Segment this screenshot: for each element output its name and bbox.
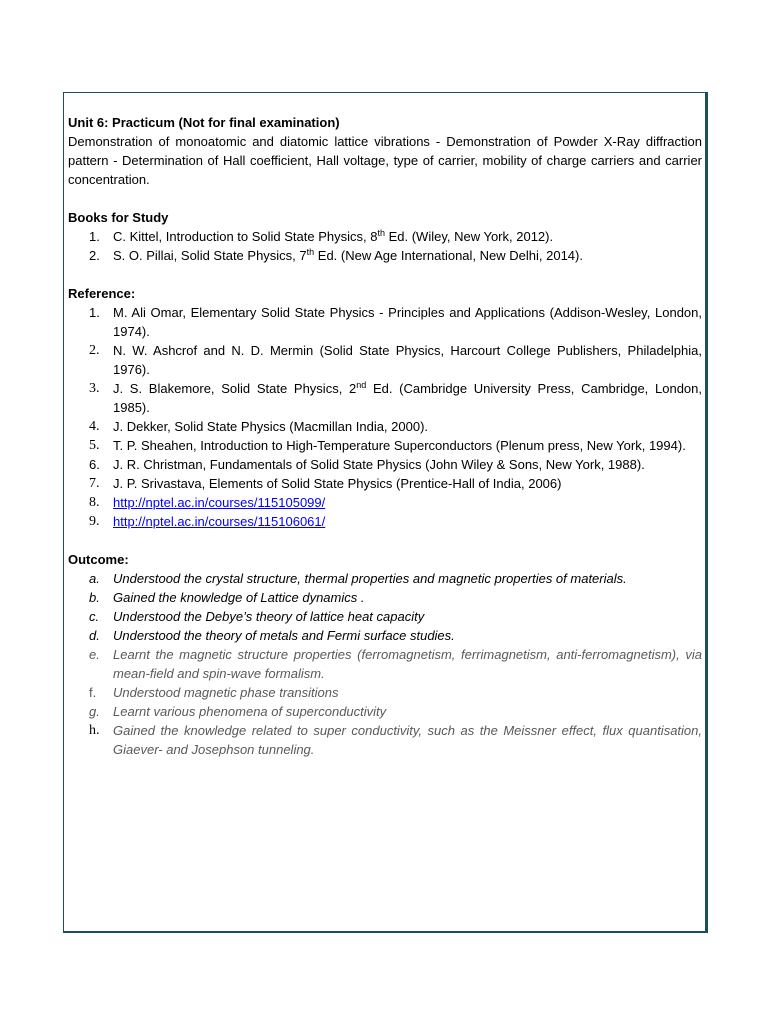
outcome-item bbox=[68, 683, 702, 702]
outcome-item bbox=[68, 702, 702, 721]
outcome-text: Learnt various phenomena of superconductivity bbox=[113, 704, 387, 719]
spacer bbox=[68, 189, 702, 208]
list-number: 2. bbox=[89, 343, 100, 358]
list-letter: b. bbox=[89, 590, 100, 605]
nptel-link[interactable]: http://nptel.ac.in/courses/115105099/ bbox=[113, 495, 326, 510]
book-text: S. O. Pillai, Solid State Physics, 7th Ed. (New Age International, New Delhi, 2014). bbox=[113, 247, 583, 263]
reference-item bbox=[68, 303, 702, 341]
list-number: 1. bbox=[89, 305, 100, 320]
outcome-heading: Outcome: bbox=[68, 552, 129, 567]
list-letter: e. bbox=[89, 647, 100, 662]
outcome-text: Understood the Debye’s theory of lattice heat capacity bbox=[113, 609, 425, 624]
syllabus-content bbox=[68, 113, 702, 759]
outcome-item bbox=[68, 588, 702, 607]
outcome-text: Understood the theory of metals and Fermi surface studies. bbox=[113, 628, 455, 643]
reference-text: M. Ali Omar, Elementary Solid State Physics - Principles and Applications (Addison-Wesley, London, 1974). bbox=[113, 305, 702, 339]
outcome-item bbox=[68, 721, 702, 759]
list-letter: a. bbox=[89, 571, 100, 586]
book-item bbox=[68, 246, 702, 265]
outcome-text: Gained the knowledge of Lattice dynamics . bbox=[113, 590, 365, 605]
list-number: 5. bbox=[89, 438, 100, 453]
list-number: 4. bbox=[89, 419, 100, 434]
list-number: 2. bbox=[89, 248, 100, 263]
list-number: 8. bbox=[89, 495, 100, 510]
outcome-item bbox=[68, 607, 702, 626]
list-letter: d. bbox=[89, 628, 100, 643]
list-number: 7. bbox=[89, 476, 100, 491]
reference-heading: Reference: bbox=[68, 286, 136, 301]
outcome-text: Understood the crystal structure, thermal properties and magnetic properties of materials. bbox=[113, 571, 627, 586]
list-letter: c. bbox=[89, 609, 100, 624]
nptel-link[interactable]: http://nptel.ac.in/courses/115106061/ bbox=[113, 514, 326, 529]
reference-text: J. Dekker, Solid State Physics (Macmillan India, 2000). bbox=[113, 419, 429, 434]
reference-item bbox=[68, 436, 702, 455]
unit-description: Demonstration of monoatomic and diatomic lattice vibrations - Demonstration of Powder X-Ray diffraction pattern - Determination of Hall coefficient, Hall voltage, type of carrier, mobility of charge carriers and carrier concentration. bbox=[68, 134, 702, 187]
outcome-item bbox=[68, 569, 702, 588]
reference-item bbox=[68, 341, 702, 379]
reference-item bbox=[68, 474, 702, 493]
reference-item bbox=[68, 455, 702, 474]
list-number: 6. bbox=[89, 457, 100, 472]
list-number: 1. bbox=[89, 229, 100, 244]
reference-text: J. R. Christman, Fundamentals of Solid State Physics (John Wiley & Sons, New York, 1988). bbox=[113, 457, 645, 472]
unit-heading: Unit 6: Practicum (Not for final examination) bbox=[68, 115, 340, 130]
reference-text: T. P. Sheahen, Introduction to High-Temperature Superconductors (Plenum press, New York, 1994). bbox=[113, 438, 686, 453]
reference-text: N. W. Ashcrof and N. D. Mermin (Solid State Physics, Harcourt College Publishers, Philadelphia, 1976). bbox=[113, 343, 702, 377]
list-letter: g. bbox=[89, 704, 100, 719]
reference-item bbox=[68, 379, 702, 417]
list-number: 3. bbox=[89, 381, 100, 396]
reference-item bbox=[68, 512, 702, 531]
outcome-item bbox=[68, 626, 702, 645]
outcome-text: Understood magnetic phase transitions bbox=[113, 685, 339, 700]
outcome-item bbox=[68, 645, 702, 683]
list-number: 9. bbox=[89, 514, 100, 529]
list-letter: f. bbox=[89, 685, 97, 700]
book-item bbox=[68, 227, 702, 246]
list-letter: h. bbox=[89, 723, 100, 738]
reference-item bbox=[68, 493, 702, 512]
spacer bbox=[68, 531, 702, 550]
books-heading: Books for Study bbox=[68, 210, 169, 225]
reference-item bbox=[68, 417, 702, 436]
reference-text: J. P. Srivastava, Elements of Solid State Physics (Prentice-Hall of India, 2006) bbox=[113, 476, 562, 491]
book-text: C. Kittel, Introduction to Solid State Physics, 8th Ed. (Wiley, New York, 2012). bbox=[113, 228, 554, 244]
reference-text: J. S. Blakemore, Solid State Physics, 2nd Ed. (Cambridge University Press, Cambridge, London, 1985). bbox=[113, 380, 702, 415]
outcome-text: Learnt the magnetic structure properties (ferromagnetism, ferrimagnetism, anti-ferromagnetism), via mean-field and spin-wave formalism. bbox=[113, 647, 702, 681]
spacer bbox=[68, 265, 702, 284]
outcome-text: Gained the knowledge related to super conductivity, such as the Meissner effect, flux quantisation, Giaever- and Josephson tunneling. bbox=[113, 723, 702, 757]
